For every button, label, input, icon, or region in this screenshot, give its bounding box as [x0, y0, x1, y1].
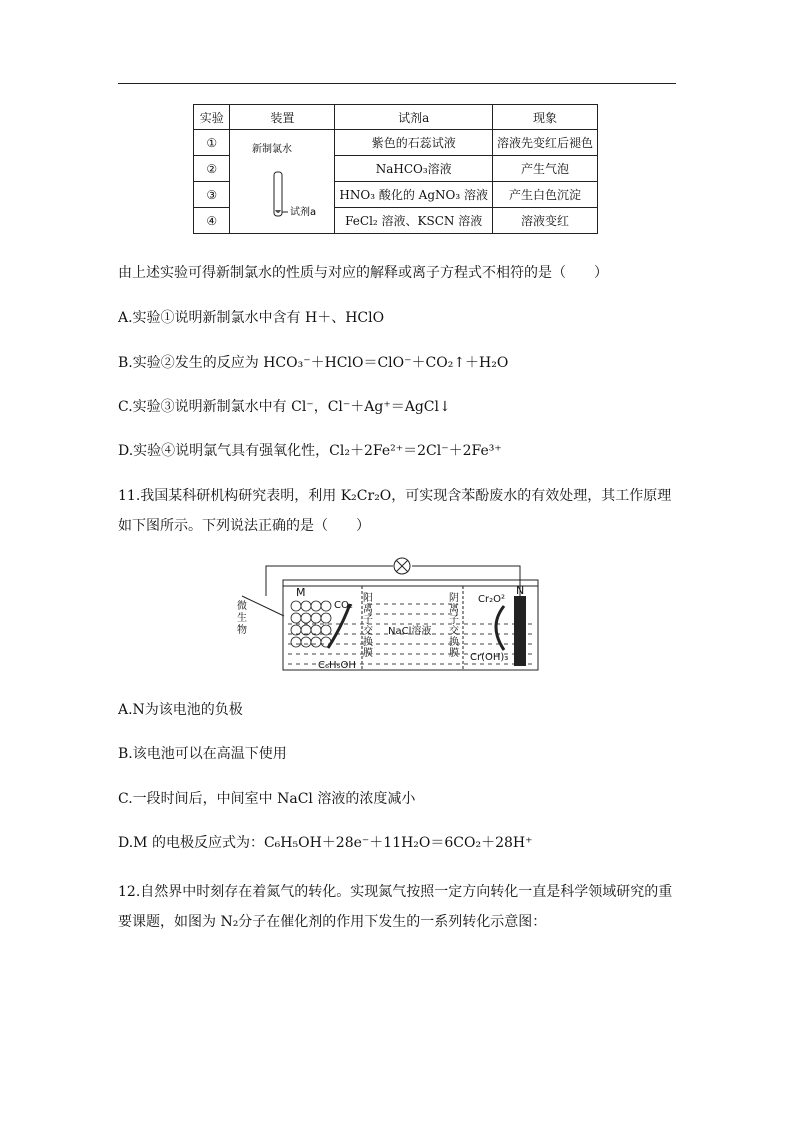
label-dichromate: Cr₂O² — [478, 594, 505, 605]
label-phenol: C₆H₅OH — [318, 660, 356, 671]
reagent-cell: FeCl₂ 溶液、KSCN 溶液 — [335, 208, 493, 234]
q11-option-d: D.M 的电极反应式为：C₆H₅OH＋28e⁻＋11H₂O＝6CO₂＋28H⁺ — [118, 835, 533, 851]
apparatus-bottom-label: 试剂a — [290, 207, 317, 218]
label-cation-membrane: 阳离子交换膜 — [360, 592, 372, 658]
experiment-table — [193, 104, 598, 234]
row-number: ④ — [194, 208, 230, 234]
reagent-cell: 紫色的石蕊试液 — [335, 130, 493, 156]
test-tube-diagram — [234, 130, 330, 230]
header-apparatus: 装置 — [230, 105, 335, 130]
phenomenon-cell: 溶液变红 — [492, 208, 597, 234]
row-number: ③ — [194, 182, 230, 208]
table-row — [194, 130, 598, 156]
q10-option-d: D.实验④说明氯气具有强氧化性，Cl₂＋2Fe²⁺＝2Cl⁻＋2Fe³⁺ — [118, 443, 502, 459]
reagent-cell: HNO₃ 酸化的 AgNO₃ 溶液 — [335, 182, 493, 208]
battery-diagram — [234, 556, 548, 674]
q12-stem: 12.自然界中时刻存在着氮气的转化。实现氮气按照一定方向转化一直是科学领域研究的重要课题，如图为 N₂分子在催化剂的作用下发生的一系列转化示意图： — [118, 884, 673, 930]
phenomenon-cell: 溶液先变红后褪色 — [492, 130, 597, 156]
q10-stem: 由上述实验可得新制氯水的性质与对应的解释或离子方程式不相符的是（ ） — [118, 265, 608, 281]
label-co2: CO₂ — [334, 600, 353, 611]
apparatus-cell — [230, 130, 335, 234]
label-nacl: NaCl溶液 — [388, 626, 432, 637]
label-microbe: 微生物 — [234, 600, 246, 636]
phenomenon-cell: 产生白色沉淀 — [492, 182, 597, 208]
header-phenomenon: 现象 — [492, 105, 597, 130]
reagent-cell: NaHCO₃溶液 — [335, 156, 493, 182]
header-experiment: 实验 — [194, 105, 230, 130]
table-header-row — [194, 105, 598, 130]
label-chromium-hydroxide: Cr(OH)₃ — [470, 652, 509, 663]
apparatus-top-label: 新制氯水 — [252, 144, 293, 155]
q11-option-a: A.N为该电池的负极 — [118, 702, 243, 718]
row-number: ② — [194, 156, 230, 182]
q11-stem: 11.我国某科研机构研究表明，利用 K₂Cr₂O，可实现含苯酚废水的有效处理，其工作原理如下图所示。下列说法正确的是（ ） — [118, 488, 672, 534]
phenomenon-cell: 产生气泡 — [492, 156, 597, 182]
q11-option-b: B.该电池可以在高温下使用 — [118, 746, 287, 762]
row-number: ① — [194, 130, 230, 156]
header-rule — [118, 83, 676, 84]
q10-option-b: B.实验②发生的反应为 HCO₃⁻＋HClO＝ClO⁻＋CO₂↑＋H₂O — [118, 355, 509, 371]
label-n: N — [516, 584, 525, 597]
q10-option-c: C.实验③说明新制氯水中有 Cl⁻，Cl⁻＋Ag⁺＝AgCl↓ — [118, 399, 451, 415]
label-m: M — [296, 586, 306, 599]
header-reagent: 试剂a — [335, 105, 493, 130]
q11-option-c: C.一段时间后，中间室中 NaCl 溶液的浓度减小 — [118, 791, 416, 807]
q10-option-a: A.实验①说明新制氯水中含有 H＋、HClO — [118, 310, 385, 326]
label-anion-membrane: 阴离子交换膜 — [446, 592, 458, 658]
